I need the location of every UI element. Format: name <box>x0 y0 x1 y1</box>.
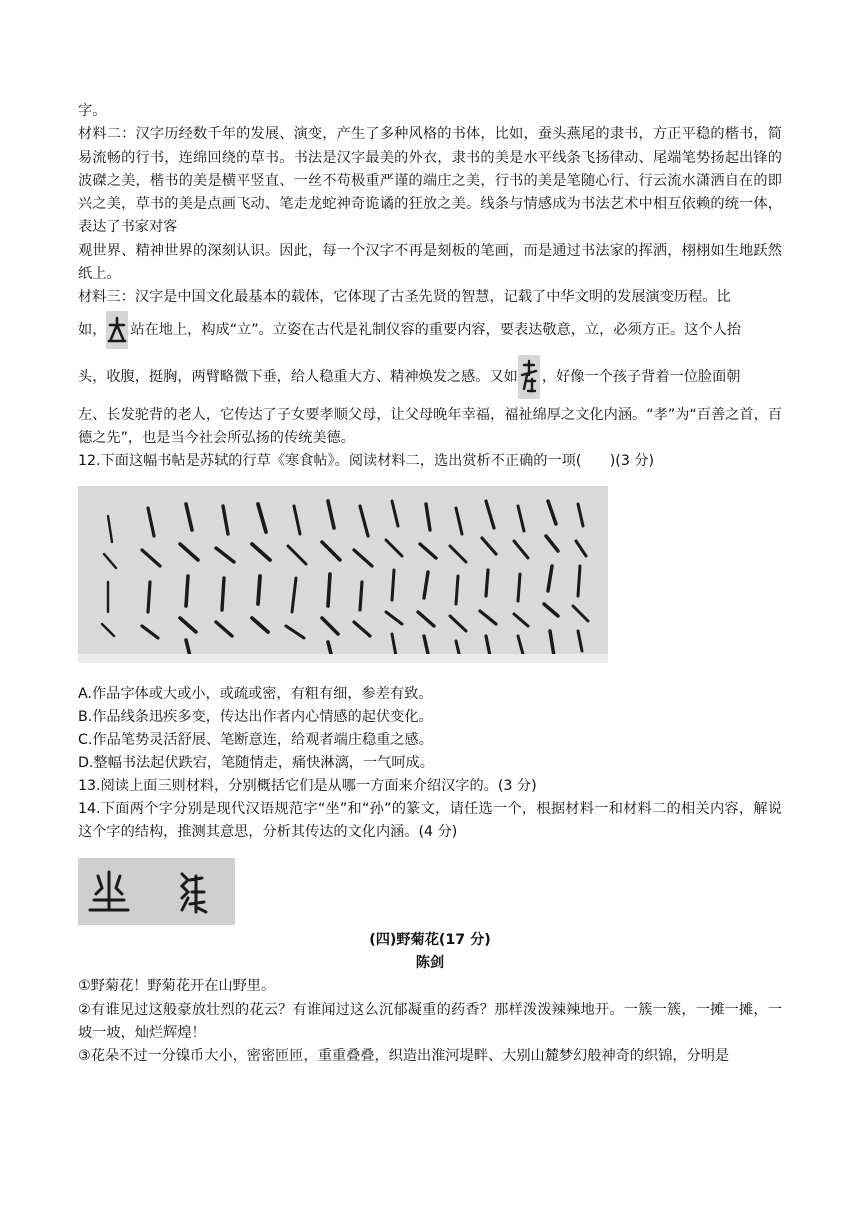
material-three-line4: 左、长发驼背的老人，它传达了子女要孝顺父母，让父母晚年幸福，福祉绵厚之文化内涵。“孝”为“百善之首，百德之先”，也是当今社会所弘扬的传统美德。 <box>78 406 782 446</box>
document-page <box>78 100 782 1069</box>
question-14: 14.下面两个字分别是现代汉语规范字“坐”和“孙”的篆文，请任选一个，根据材料一和材料二的相关内容，解说这个字的结构，推测其意思，分析其传达的文化内涵。(4 分) <box>78 800 782 841</box>
option-b: B.作品线条迅疾多变，传达出作者内心情感的起伏变化。 <box>78 708 433 725</box>
text-span: 如， <box>78 321 107 338</box>
seal-script-xiao-image <box>518 355 540 399</box>
text-span: 站在地上，构成“立”。立姿在古代是礼制仪容的重要内容，要表达敬意，立，必须方正。这个人抬 <box>130 321 741 338</box>
text-span: ，好像一个孩子背着一位脸面朝 <box>541 368 741 385</box>
section-title: (四)野菊花(17 分) <box>369 932 491 949</box>
material-two: 材料二：汉字历经数千年的发展、演变，产生了多种风格的书体，比如，蚕头燕尾的隶书，方正平稳的楷书，简易流畅的行书，连绵回绕的草书。书法是汉字最美的外衣，隶书的美是水平线条飞扬律动、尾端笔势扬起出锋的波磔之美，楷书的美是横平竖直、一丝不苟极重严谨的端庄之美，行书的美是笔随心行、行云流水潇洒自在的即兴之美，草书的美是点画飞动、笔走龙蛇神奇诡谲的狂放之美。线条与情感成为书法艺术中相互依赖的统一体，表达了书家对客 <box>78 126 782 236</box>
question-12: 12.下面这幅书帖是苏轼的行草《寒食帖》。阅读材料二，选出赏析不正确的一项( )(3 分) <box>78 453 655 470</box>
material-three-line2 <box>78 310 782 350</box>
option-a: A.作品字体或大或小，或疏或密，有粗有细，参差有致。 <box>78 685 433 702</box>
han-shi-tie-calligraphy-image <box>78 486 608 663</box>
seal-script-li-image <box>106 311 128 349</box>
answer-options <box>78 683 782 775</box>
paragraph-fragment: 字。 <box>78 103 107 119</box>
essay-paragraph-1: ①野菊花！野菊花开在山野里。 <box>78 978 276 995</box>
author-name: 陈剑 <box>415 955 445 972</box>
essay-paragraph-3: ③花朵不过一分镍币大小，密密匝匝，重重叠叠，织造出淮河堤畔、大别山麓梦幻般神奇的织锦，分明是 <box>78 1048 730 1065</box>
option-c: C.作品笔势灵活舒展、笔断意连，给观者端庄稳重之感。 <box>78 731 433 748</box>
essay-paragraph-2: ②有谁见过这般豪放壮烈的花云？有谁闻过这么沉郁凝重的药香？那样泼泼辣辣地开。一簇一簇，一摊一摊，一坡一坡，灿烂辉煌！ <box>78 1001 782 1042</box>
seal-script-zuo-sun-image <box>78 858 235 925</box>
text-span: 头，收腹，挺胸，两臂略微下垂，给人稳重大方、精神焕发之感。又如 <box>78 368 518 385</box>
material-three-line1: 材料三：汉字是中国文化最基本的载体，它体现了古圣先贤的智慧，记载了中华文明的发展演变历程。比 <box>78 289 731 306</box>
material-three-line3 <box>78 350 782 404</box>
option-d: D.整幅书法起伏跌宕，笔随情走，痛快淋漓，一气呵成。 <box>78 754 434 771</box>
material-two-continued: 观世界、精神世界的深刻认识。因此，每一个汉字不再是刻板的笔画，而是通过书法家的挥洒，栩栩如生地跃然纸上。 <box>78 242 782 283</box>
question-13: 13.阅读上面三则材料，分别概括它们是从哪一方面来介绍汉字的。(3 分) <box>78 777 537 794</box>
